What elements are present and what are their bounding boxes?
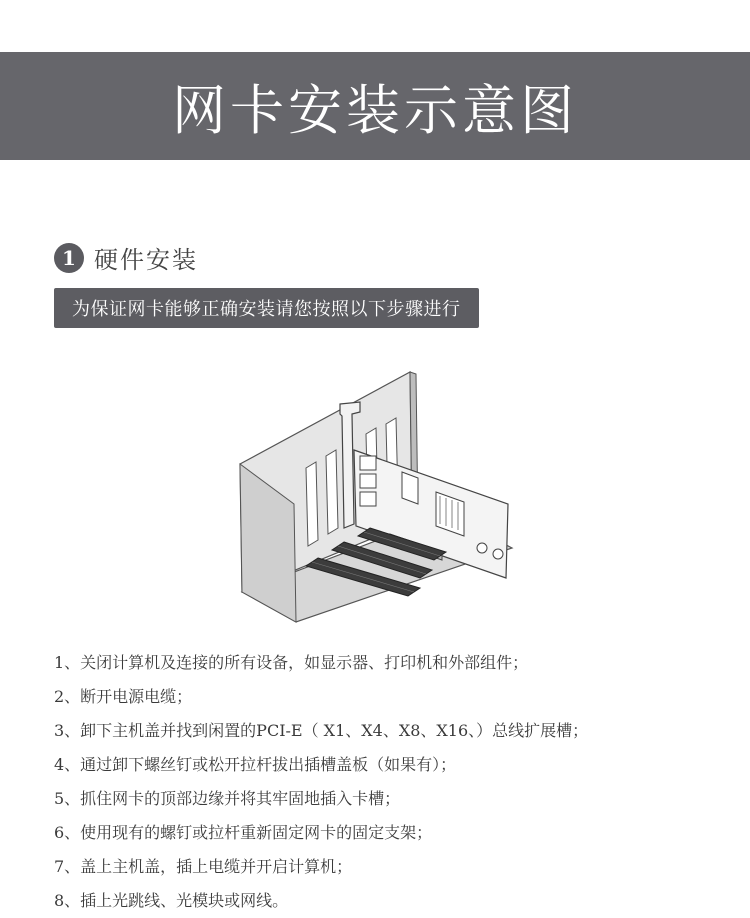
list-item: 5、抓住网卡的顶部边缘并将其牢固地插入卡槽； [54, 789, 401, 808]
list-item: 1、关闭计算机及连接的所有设备，如显示器、打印机和外部组件； [54, 653, 529, 672]
section-title: 硬件安装 [94, 246, 198, 274]
intro-banner: 为保证网卡能够正确安装请您按照以下步骤进行 [54, 288, 479, 328]
list-item: 8、插上光跳线、光模块或网线。 [54, 891, 289, 910]
section-number-badge: 1 [54, 243, 84, 273]
list-item: 6、使用现有的螺钉或拉杆重新固定网卡的固定支架； [54, 823, 433, 842]
header-banner [0, 52, 750, 160]
page-title: 网卡安装示意图 [172, 78, 578, 142]
list-item: 4、通过卸下螺丝钉或松开拉杆拔出插槽盖板（如果有）； [54, 755, 457, 774]
nic-installation-illustration [236, 364, 516, 626]
installation-steps-list [54, 646, 734, 918]
list-item: 2、断开电源电缆； [54, 687, 193, 706]
section-heading [54, 240, 198, 275]
list-item: 7、盖上主机盖，插上电缆并开启计算机； [54, 857, 353, 876]
list-item: 3、卸下主机盖并找到闲置的PCI-E（ X1、X4、X8、X16、）总线扩展槽； [54, 721, 589, 740]
